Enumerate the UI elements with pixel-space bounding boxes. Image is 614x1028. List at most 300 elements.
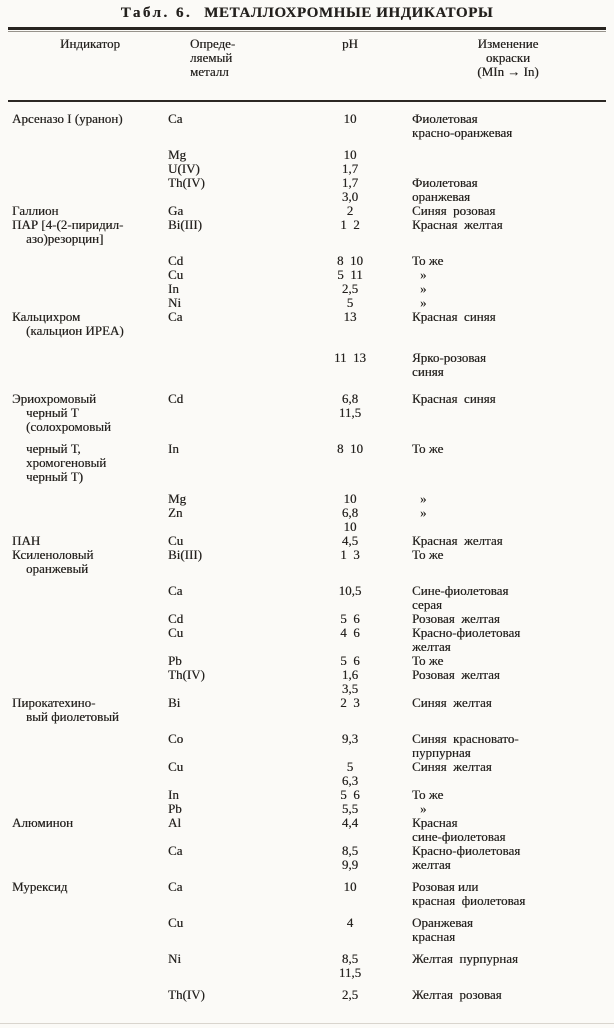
metal-symbol: In bbox=[168, 787, 179, 802]
metal-symbol: Cu bbox=[168, 267, 184, 282]
table-row bbox=[12, 626, 604, 654]
indicator-name: азо)резорцин] bbox=[26, 231, 104, 246]
color-change: Сине-фиолетовая bbox=[412, 583, 509, 598]
ph-cell bbox=[310, 442, 390, 484]
metal-cell bbox=[168, 112, 310, 140]
color-change: То же bbox=[412, 653, 444, 668]
table-row bbox=[12, 392, 604, 434]
ph-value: 8,5 bbox=[341, 843, 359, 858]
header-metal: Опреде- ляемый металл bbox=[190, 36, 236, 79]
ph-value: 1 3 bbox=[340, 547, 360, 562]
ph-cell bbox=[310, 802, 390, 816]
metal-cell bbox=[168, 534, 310, 548]
color-change: Розовая желтая bbox=[412, 667, 500, 682]
metal-symbol: Cu bbox=[168, 533, 184, 548]
color-change: Оранжевая bbox=[412, 915, 473, 930]
ph-cell bbox=[310, 296, 390, 310]
color-cell bbox=[390, 788, 604, 802]
indicator-name: оранжевый bbox=[26, 561, 89, 576]
metal-symbol: Mg bbox=[168, 491, 187, 506]
metal-symbol: Cu bbox=[168, 759, 184, 774]
ph-cell bbox=[310, 548, 390, 576]
indicator-cell bbox=[12, 844, 168, 872]
metal-cell bbox=[168, 268, 310, 282]
color-change: » bbox=[420, 295, 427, 310]
table-row bbox=[12, 788, 604, 802]
color-change: пурпурная bbox=[412, 745, 471, 760]
header-color-change: Изменение окраски (MIn → In) bbox=[477, 36, 539, 79]
table-row bbox=[12, 916, 604, 944]
color-cell bbox=[390, 506, 604, 534]
ph-value: 1,7 bbox=[341, 161, 359, 176]
metal-cell bbox=[168, 492, 310, 506]
metal-symbol: Th(IV) bbox=[168, 175, 205, 190]
metal-cell bbox=[168, 880, 310, 908]
color-cell bbox=[390, 492, 604, 506]
ph-cell bbox=[310, 351, 390, 379]
indicator-cell bbox=[12, 626, 168, 654]
ph-value: 9,3 bbox=[341, 731, 359, 746]
color-change: Красная синяя bbox=[412, 391, 496, 406]
metal-symbol: Ca bbox=[168, 583, 183, 598]
metal-cell bbox=[168, 988, 310, 1002]
table-row bbox=[12, 668, 604, 696]
color-cell bbox=[390, 442, 604, 484]
metal-symbol: Bi(III) bbox=[168, 217, 202, 232]
table-row bbox=[12, 802, 604, 816]
ph-value: 11,5 bbox=[338, 965, 362, 980]
ph-cell bbox=[310, 584, 390, 612]
indicator-cell bbox=[12, 880, 168, 908]
color-change: То же bbox=[412, 441, 444, 456]
metal-symbol: Mg bbox=[168, 147, 187, 162]
color-change: Синяя желтая bbox=[412, 759, 492, 774]
color-cell bbox=[390, 268, 604, 282]
metal-cell bbox=[168, 696, 310, 724]
indicator-cell bbox=[12, 732, 168, 760]
ph-value: 8 10 bbox=[337, 441, 363, 456]
metal-cell bbox=[168, 654, 310, 668]
metal-cell bbox=[168, 760, 310, 788]
ph-value: 6,8 bbox=[341, 505, 359, 520]
color-change: Красная желтая bbox=[412, 217, 503, 232]
table-row bbox=[12, 696, 604, 724]
metal-symbol: Pb bbox=[168, 801, 182, 816]
table-row bbox=[12, 952, 604, 980]
color-cell bbox=[390, 176, 604, 204]
indicator-cell bbox=[12, 310, 168, 338]
indicator-name: (солохромовый bbox=[26, 419, 111, 434]
color-change: оранжевая bbox=[412, 189, 471, 204]
indicator-cell bbox=[12, 148, 168, 162]
ph-value: 8,5 bbox=[341, 951, 359, 966]
indicator-name: Ксиленоловый bbox=[12, 547, 94, 562]
color-change: Красно-фиолетовая bbox=[412, 625, 521, 640]
metal-symbol: Th(IV) bbox=[168, 987, 205, 1002]
color-change: Синяя красновато- bbox=[412, 731, 519, 746]
table-row bbox=[12, 880, 604, 908]
color-cell bbox=[390, 952, 604, 980]
indicator-name: Кальцихром bbox=[12, 309, 81, 324]
ph-cell bbox=[310, 760, 390, 788]
ph-cell bbox=[310, 282, 390, 296]
page-bottom-edge bbox=[0, 1023, 614, 1024]
ph-cell bbox=[310, 612, 390, 626]
ph-cell bbox=[310, 988, 390, 1002]
ph-cell bbox=[310, 392, 390, 434]
table-row bbox=[12, 218, 604, 246]
ph-value: 5 11 bbox=[337, 267, 363, 282]
indicator-cell bbox=[12, 654, 168, 668]
color-cell bbox=[390, 988, 604, 1002]
ph-value: 10 bbox=[343, 147, 357, 162]
ph-value: 5 bbox=[346, 759, 354, 774]
table-title bbox=[0, 5, 614, 22]
indicator-cell bbox=[12, 162, 168, 176]
table-title-text: МЕТАЛЛОХРОМНЫЕ ИНДИКАТОРЫ bbox=[204, 5, 494, 21]
metal-symbol: Ga bbox=[168, 203, 184, 218]
metal-cell bbox=[168, 802, 310, 816]
color-change: » bbox=[420, 491, 427, 506]
ph-cell bbox=[310, 492, 390, 506]
metal-cell bbox=[168, 916, 310, 944]
metal-cell bbox=[168, 506, 310, 534]
indicator-cell bbox=[12, 534, 168, 548]
color-change: Розовая или bbox=[412, 879, 479, 894]
indicator-cell bbox=[12, 584, 168, 612]
table-row bbox=[12, 148, 604, 162]
color-cell bbox=[390, 844, 604, 872]
color-cell bbox=[390, 218, 604, 246]
indicator-name: Пирокатехино- bbox=[12, 695, 96, 710]
ph-value: 3,0 bbox=[341, 189, 359, 204]
ph-cell bbox=[310, 534, 390, 548]
metal-symbol: Pb bbox=[168, 653, 182, 668]
metal-cell bbox=[168, 732, 310, 760]
table-row bbox=[12, 112, 604, 140]
ph-value: 9,9 bbox=[341, 857, 359, 872]
color-change: желтая bbox=[412, 639, 451, 654]
ph-cell bbox=[310, 218, 390, 246]
indicator-cell bbox=[12, 916, 168, 944]
ph-cell bbox=[310, 148, 390, 162]
metal-cell bbox=[168, 218, 310, 246]
metal-cell bbox=[168, 176, 310, 204]
metal-cell bbox=[168, 442, 310, 484]
ph-value: 5 6 bbox=[340, 653, 360, 668]
metal-symbol: Th(IV) bbox=[168, 667, 205, 682]
table-row bbox=[12, 254, 604, 268]
ph-cell bbox=[310, 112, 390, 140]
metal-symbol: Ca bbox=[168, 111, 183, 126]
metal-cell bbox=[168, 816, 310, 844]
table-row bbox=[12, 492, 604, 506]
metal-symbol: Cu bbox=[168, 915, 184, 930]
ph-cell bbox=[310, 880, 390, 908]
color-change: Синяя розовая bbox=[412, 203, 496, 218]
metal-symbol: Zn bbox=[168, 505, 183, 520]
ph-value: 11 13 bbox=[333, 350, 367, 365]
table-row bbox=[12, 654, 604, 668]
color-cell bbox=[390, 296, 604, 310]
color-cell bbox=[390, 668, 604, 696]
ph-cell bbox=[310, 204, 390, 218]
ph-cell bbox=[310, 668, 390, 696]
color-change: » bbox=[420, 505, 427, 520]
metal-cell bbox=[168, 392, 310, 434]
color-cell bbox=[390, 282, 604, 296]
ph-value: 11,5 bbox=[338, 405, 362, 420]
indicator-cell bbox=[12, 548, 168, 576]
ph-cell bbox=[310, 916, 390, 944]
color-cell bbox=[390, 654, 604, 668]
color-cell bbox=[390, 612, 604, 626]
table-number: Табл. 6. bbox=[120, 5, 193, 21]
table-row bbox=[12, 282, 604, 296]
color-change: желтая bbox=[412, 857, 451, 872]
ph-value: 5 6 bbox=[340, 611, 360, 626]
ph-value: 6,8 bbox=[341, 391, 359, 406]
color-cell bbox=[390, 162, 604, 176]
table-body bbox=[12, 112, 604, 1002]
indicator-cell bbox=[12, 112, 168, 140]
color-change: сине-фиолетовая bbox=[412, 829, 506, 844]
ph-value: 4 bbox=[346, 915, 354, 930]
color-change: красная bbox=[412, 929, 456, 944]
indicator-cell bbox=[12, 952, 168, 980]
ph-value: 2,5 bbox=[341, 281, 359, 296]
ph-value: 5 bbox=[346, 295, 354, 310]
color-cell bbox=[390, 534, 604, 548]
indicator-cell bbox=[12, 788, 168, 802]
ph-value: 8 10 bbox=[337, 253, 363, 268]
table-row bbox=[12, 310, 604, 338]
top-double-rule bbox=[8, 27, 606, 32]
color-change: То же bbox=[412, 253, 444, 268]
ph-value: 2,5 bbox=[341, 987, 359, 1002]
metal-symbol: In bbox=[168, 281, 179, 296]
indicator-cell bbox=[12, 392, 168, 434]
metal-symbol: Ni bbox=[168, 951, 181, 966]
indicator-cell bbox=[12, 268, 168, 282]
metal-symbol: U(IV) bbox=[168, 161, 200, 176]
color-cell bbox=[390, 254, 604, 268]
indicator-cell bbox=[12, 696, 168, 724]
color-change: красно-оранжевая bbox=[412, 125, 513, 140]
ph-cell bbox=[310, 254, 390, 268]
indicator-name: черный Т) bbox=[26, 469, 83, 484]
ph-value: 10 bbox=[343, 519, 357, 534]
indicator-cell bbox=[12, 988, 168, 1002]
color-change: серая bbox=[412, 597, 442, 612]
indicator-name: хромогеновый bbox=[26, 455, 107, 470]
ph-value: 1 2 bbox=[340, 217, 360, 232]
metal-cell bbox=[168, 351, 310, 379]
metal-symbol: In bbox=[168, 441, 179, 456]
ph-value: 10 bbox=[343, 491, 357, 506]
ph-value: 5 6 bbox=[340, 787, 360, 802]
ph-cell bbox=[310, 844, 390, 872]
table-row bbox=[12, 584, 604, 612]
color-cell bbox=[390, 696, 604, 724]
color-cell bbox=[390, 351, 604, 379]
metal-symbol: Co bbox=[168, 731, 184, 746]
metal-cell bbox=[168, 668, 310, 696]
indicator-cell bbox=[12, 176, 168, 204]
indicator-cell bbox=[12, 351, 168, 379]
color-cell bbox=[390, 112, 604, 140]
metal-cell bbox=[168, 584, 310, 612]
indicator-name: вый фиолетовый bbox=[26, 709, 119, 724]
ph-cell bbox=[310, 696, 390, 724]
table-row bbox=[12, 760, 604, 788]
ph-cell bbox=[310, 176, 390, 204]
color-change: Фиолетовая bbox=[412, 111, 478, 126]
color-cell bbox=[390, 880, 604, 908]
color-cell bbox=[390, 760, 604, 788]
metal-symbol: Cd bbox=[168, 253, 184, 268]
metal-cell bbox=[168, 548, 310, 576]
color-change: Желтая розовая bbox=[412, 987, 502, 1002]
color-change: синяя bbox=[412, 364, 444, 379]
ph-cell bbox=[310, 310, 390, 338]
indicator-cell bbox=[12, 668, 168, 696]
color-cell bbox=[390, 392, 604, 434]
color-change: То же bbox=[412, 547, 444, 562]
color-change: Фиолетовая bbox=[412, 175, 478, 190]
metal-symbol: Cd bbox=[168, 611, 184, 626]
indicator-cell bbox=[12, 612, 168, 626]
metal-symbol: Ni bbox=[168, 295, 181, 310]
table-row bbox=[12, 176, 604, 204]
header-rule bbox=[8, 100, 606, 102]
table-row bbox=[12, 534, 604, 548]
indicator-name: черный Т, bbox=[26, 441, 81, 456]
table-row bbox=[12, 296, 604, 310]
table-row bbox=[12, 268, 604, 282]
color-cell bbox=[390, 816, 604, 844]
table-row bbox=[12, 612, 604, 626]
color-cell bbox=[390, 310, 604, 338]
metal-cell bbox=[168, 148, 310, 162]
indicator-name: (кальцион ИРЕА) bbox=[26, 323, 124, 338]
metal-cell bbox=[168, 282, 310, 296]
indicator-cell bbox=[12, 282, 168, 296]
color-cell bbox=[390, 916, 604, 944]
ph-value: 4,4 bbox=[341, 815, 359, 830]
color-cell bbox=[390, 626, 604, 654]
ph-value: 4,5 bbox=[341, 533, 359, 548]
table-row bbox=[12, 204, 604, 218]
color-cell bbox=[390, 204, 604, 218]
metal-cell bbox=[168, 254, 310, 268]
indicator-cell bbox=[12, 802, 168, 816]
indicator-name: черный Т bbox=[26, 405, 79, 420]
metal-cell bbox=[168, 626, 310, 654]
color-change: красная фиолетовая bbox=[412, 893, 526, 908]
header-indicator: Индикатор bbox=[60, 36, 120, 51]
metal-cell bbox=[168, 952, 310, 980]
metal-cell bbox=[168, 162, 310, 176]
color-change: Синяя желтая bbox=[412, 695, 492, 710]
indicator-name: Галлион bbox=[12, 203, 59, 218]
indicator-name: ПАР [4-(2-пиридил- bbox=[12, 217, 124, 232]
color-cell bbox=[390, 732, 604, 760]
ph-cell bbox=[310, 788, 390, 802]
table-header bbox=[12, 37, 604, 79]
ph-value: 1,7 bbox=[341, 175, 359, 190]
ph-value: 6,3 bbox=[341, 773, 359, 788]
color-change: » bbox=[420, 281, 427, 296]
indicator-cell bbox=[12, 218, 168, 246]
indicator-cell bbox=[12, 442, 168, 484]
color-change: Красная синяя bbox=[412, 309, 496, 324]
ph-cell bbox=[310, 506, 390, 534]
table-row bbox=[12, 816, 604, 844]
table-row bbox=[12, 988, 604, 1002]
indicator-cell bbox=[12, 204, 168, 218]
color-cell bbox=[390, 584, 604, 612]
table-row bbox=[12, 548, 604, 576]
indicator-name: Алюминон bbox=[12, 815, 74, 830]
color-change: Красная bbox=[412, 815, 458, 830]
ph-value: 1,6 bbox=[341, 667, 359, 682]
ph-value: 10 bbox=[343, 111, 357, 126]
indicator-cell bbox=[12, 254, 168, 268]
table-row bbox=[12, 844, 604, 872]
color-change: Красная желтая bbox=[412, 533, 503, 548]
rule-thick bbox=[8, 27, 606, 30]
table-row bbox=[12, 506, 604, 534]
metal-symbol: Al bbox=[168, 815, 181, 830]
color-cell bbox=[390, 548, 604, 576]
table-row bbox=[12, 351, 604, 379]
ph-cell bbox=[310, 732, 390, 760]
indicator-cell bbox=[12, 760, 168, 788]
metal-symbol: Bi(III) bbox=[168, 547, 202, 562]
metal-cell bbox=[168, 612, 310, 626]
color-change: Желтая пурпурная bbox=[412, 951, 518, 966]
color-change: Красно-фиолетовая bbox=[412, 843, 521, 858]
color-change: » bbox=[420, 267, 427, 282]
ph-value: 5,5 bbox=[341, 801, 359, 816]
table-row bbox=[12, 162, 604, 176]
metal-cell bbox=[168, 844, 310, 872]
ph-value: 10,5 bbox=[338, 583, 362, 598]
indicator-cell bbox=[12, 296, 168, 310]
indicator-name: Арсеназо I (уранон) bbox=[12, 111, 123, 126]
indicator-cell bbox=[12, 492, 168, 506]
ph-value: 10 bbox=[343, 879, 357, 894]
metal-symbol: Ca bbox=[168, 309, 183, 324]
metal-symbol: Bi bbox=[168, 695, 181, 710]
color-cell bbox=[390, 802, 604, 816]
ph-cell bbox=[310, 268, 390, 282]
metal-cell bbox=[168, 310, 310, 338]
color-change: То же bbox=[412, 787, 444, 802]
color-change: Ярко-розовая bbox=[412, 350, 486, 365]
ph-value: 4 6 bbox=[340, 625, 360, 640]
ph-value: 2 bbox=[346, 203, 354, 218]
metal-symbol: Cd bbox=[168, 391, 184, 406]
color-change: Розовая желтая bbox=[412, 611, 500, 626]
header-ph: pH bbox=[342, 36, 358, 51]
ph-cell bbox=[310, 626, 390, 654]
ph-cell bbox=[310, 162, 390, 176]
metal-symbol: Ca bbox=[168, 879, 183, 894]
ph-value: 3,5 bbox=[341, 681, 359, 696]
ph-cell bbox=[310, 816, 390, 844]
